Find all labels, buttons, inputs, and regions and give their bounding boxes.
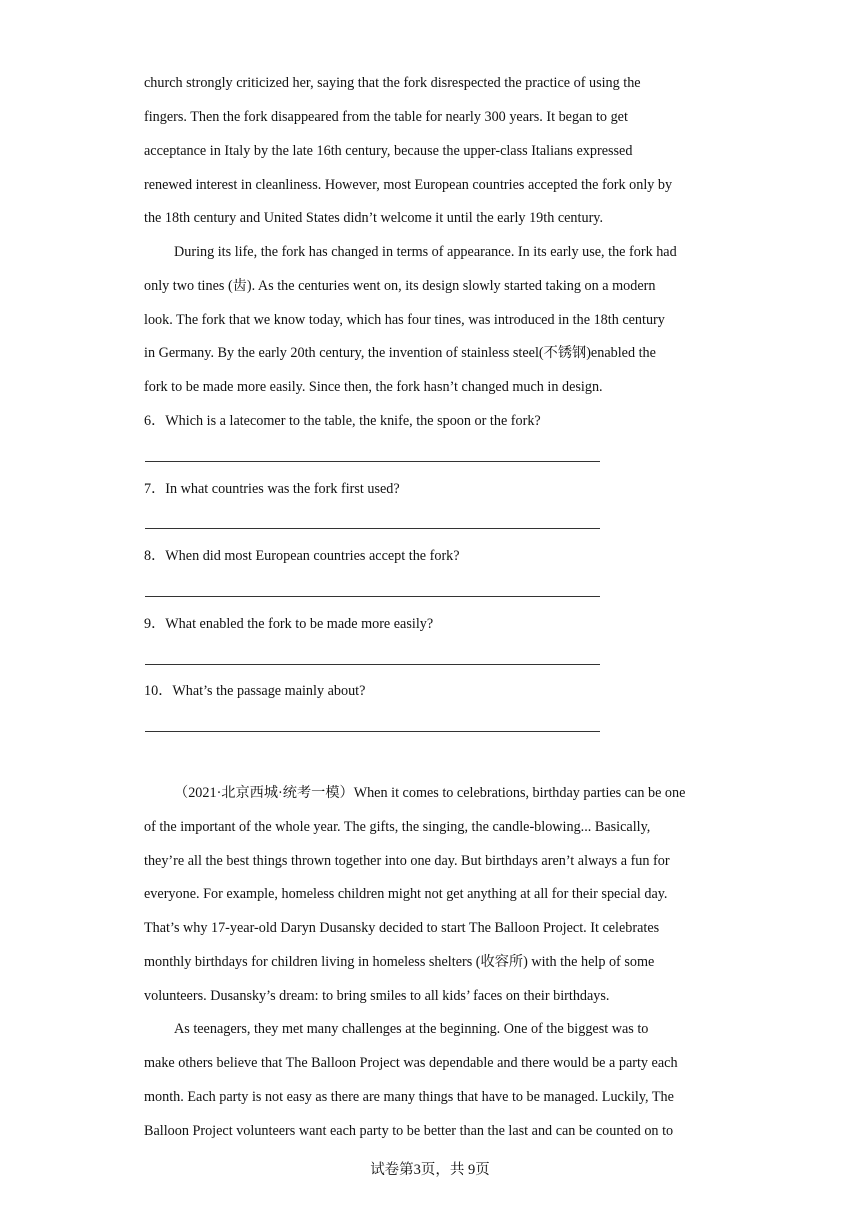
- passage-line: fork to be made more easily. Since then, the fork hasn’t changed much in design.: [144, 379, 603, 395]
- answer-line-10[interactable]: [145, 731, 600, 732]
- answer-line-9[interactable]: [145, 664, 600, 665]
- page-footer: 试卷第3页，共 9页: [370, 1162, 490, 1178]
- question-9: 9．What enabled the fork to be made more easily?: [144, 616, 434, 632]
- passage-line: acceptance in Italy by the late 16th century, because the upper-class Italians expressed: [144, 143, 633, 159]
- passage-line: the 18th century and United States didn’t welcome it until the early 19th century.: [144, 210, 604, 226]
- answer-line-6[interactable]: [145, 461, 600, 462]
- answer-line-7[interactable]: [145, 528, 600, 529]
- passage-line: in Germany. By the early 20th century, the invention of stainless steel(不锈钢)enabled the: [144, 345, 656, 361]
- passage-line: look. The fork that we know today, which has four tines, was introduced in the 18th century: [144, 312, 665, 328]
- passage-line: renewed interest in cleanliness. However, most European countries accepted the fork only by: [144, 177, 673, 193]
- passage-line: That’s why 17-year-old Daryn Dusansky decided to start The Balloon Project. It celebrates: [144, 920, 660, 936]
- passage-line: of the important of the whole year. The gifts, the singing, the candle-blowing... Basically,: [144, 819, 651, 835]
- question-10: 10．What’s the passage mainly about?: [144, 683, 366, 699]
- passage-line: Balloon Project volunteers want each party to be better than the last and can be counted on to: [144, 1123, 674, 1139]
- question-7: 7．In what countries was the fork first used?: [144, 481, 400, 497]
- passage-line: fingers. Then the fork disappeared from the table for nearly 300 years. It began to get: [144, 109, 628, 125]
- passage-line: everyone. For example, homeless children might not get anything at all for their special day.: [144, 886, 668, 902]
- passage-line: （2021·北京西城·统考一模）When it comes to celebrations, birthday parties can be one: [174, 785, 686, 801]
- passage-line: make others believe that The Balloon Project was dependable and there would be a party each: [144, 1055, 678, 1071]
- passage-line: volunteers. Dusansky’s dream: to bring smiles to all kids’ faces on their birthdays.: [144, 988, 610, 1004]
- passage-line: As teenagers, they met many challenges at the beginning. One of the biggest was to: [174, 1021, 649, 1037]
- passage-line: only two tines (齿). As the centuries went on, its design slowly started taking on a modern: [144, 278, 656, 294]
- passage-line: During its life, the fork has changed in terms of appearance. In its early use, the fork had: [174, 244, 677, 260]
- question-8: 8．When did most European countries accept the fork?: [144, 548, 460, 564]
- question-6: 6．Which is a latecomer to the table, the knife, the spoon or the fork?: [144, 413, 541, 429]
- passage-line: church strongly criticized her, saying that the fork disrespected the practice of using the: [144, 75, 641, 91]
- passage-line: they’re all the best things thrown together into one day. But birthdays aren’t always a fun for: [144, 853, 670, 869]
- answer-line-8[interactable]: [145, 596, 600, 597]
- passage-line: month. Each party is not easy as there are many things that have to be managed. Luckily, The: [144, 1089, 674, 1105]
- passage-line: monthly birthdays for children living in homeless shelters (收容所) with the help of some: [144, 954, 655, 970]
